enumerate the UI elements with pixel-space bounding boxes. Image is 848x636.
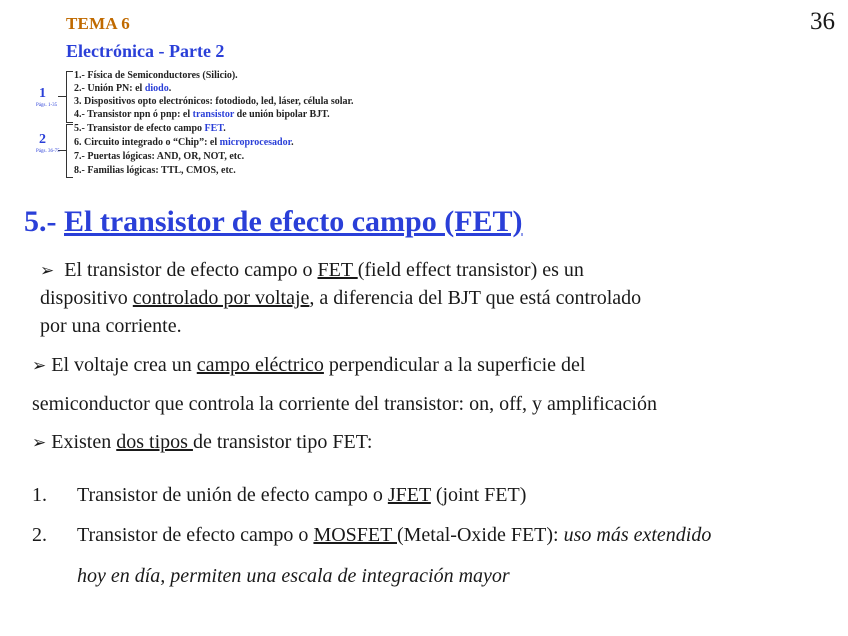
arrow-bullet-icon: ➢: [32, 356, 47, 375]
toc-group2-note: Págs. 36-75: [36, 149, 60, 154]
toc-group1-note: Págs. 1-35: [36, 103, 58, 108]
toc-item-5: 5.- Transistor de efecto campo FET.: [74, 123, 226, 134]
toc-item-4: 4.- Transistor npn ó pnp: el transistor de unión bipolar BJT.: [74, 109, 330, 120]
toc-group1-number: 1: [39, 86, 46, 101]
bullet-2-line-1: ➢ El voltaje crea un campo eléctrico perpendicular a la superficie del: [32, 354, 586, 376]
bullet-1-line-1: ➢ El transistor de efecto campo o FET (field effect transistor) es un: [40, 259, 584, 281]
heading-link[interactable]: El transistor de efecto campo (FET): [64, 205, 523, 238]
toc-link-fet[interactable]: FET: [204, 123, 224, 134]
list-item-2-continuation: hoy en día, permiten una escala de integración mayor: [77, 565, 510, 587]
toc-link-microprocesador[interactable]: microprocesador: [219, 137, 292, 148]
heading-number: 5.-: [24, 205, 64, 238]
toc-item-3: 3. Dispositivos opto electrónicos: fotodiodo, led, láser, célula solar.: [74, 96, 354, 107]
toc-link-diodo[interactable]: diodo: [144, 83, 169, 94]
bullet-2-line-2: semiconductor que controla la corriente del transistor: on, off, y amplificación: [32, 393, 657, 415]
bullet-3: ➢ Existen dos tipos de transistor tipo FET:: [32, 431, 373, 453]
list-item-2: Transistor de efecto campo o MOSFET (Metal-Oxide FET): uso más extendido: [77, 524, 712, 546]
toc-brace-tick-group1: [58, 96, 66, 97]
toc-brace-group2: [66, 124, 73, 178]
section-heading: [24, 205, 523, 239]
toc-item-1: 1.- Física de Semiconductores (Silicio).: [74, 70, 238, 81]
page-number: 36: [810, 8, 835, 35]
list-item-2-number: 2.: [32, 524, 47, 546]
toc-item-8: 8.- Familias lógicas: TTL, CMOS, etc.: [74, 165, 236, 176]
arrow-bullet-icon: ➢: [32, 433, 47, 452]
toc-item-6: 6. Circuito integrado o “Chip”: el microprocesador.: [74, 137, 294, 148]
list-item-1: Transistor de unión de efecto campo o JFET (joint FET): [77, 484, 527, 506]
bullet-1-line-3: por una corriente.: [40, 315, 182, 337]
list-item-1-number: 1.: [32, 484, 47, 506]
toc-item-2: 2.- Unión PN: el diodo.: [74, 83, 172, 94]
toc-link-transistor[interactable]: transistor: [192, 109, 235, 120]
arrow-bullet-icon: ➢: [40, 261, 55, 280]
tema-title: TEMA 6: [66, 14, 131, 33]
toc-item-7: 7.- Puertas lógicas: AND, OR, NOT, etc.: [74, 151, 245, 162]
toc-group2-number: 2: [39, 132, 46, 147]
section-subtitle: Electrónica - Parte 2: [66, 41, 225, 61]
bullet-1-line-2: dispositivo controlado por voltaje, a diferencia del BJT que está controlado: [40, 287, 642, 309]
toc-brace-group1: [66, 71, 73, 123]
